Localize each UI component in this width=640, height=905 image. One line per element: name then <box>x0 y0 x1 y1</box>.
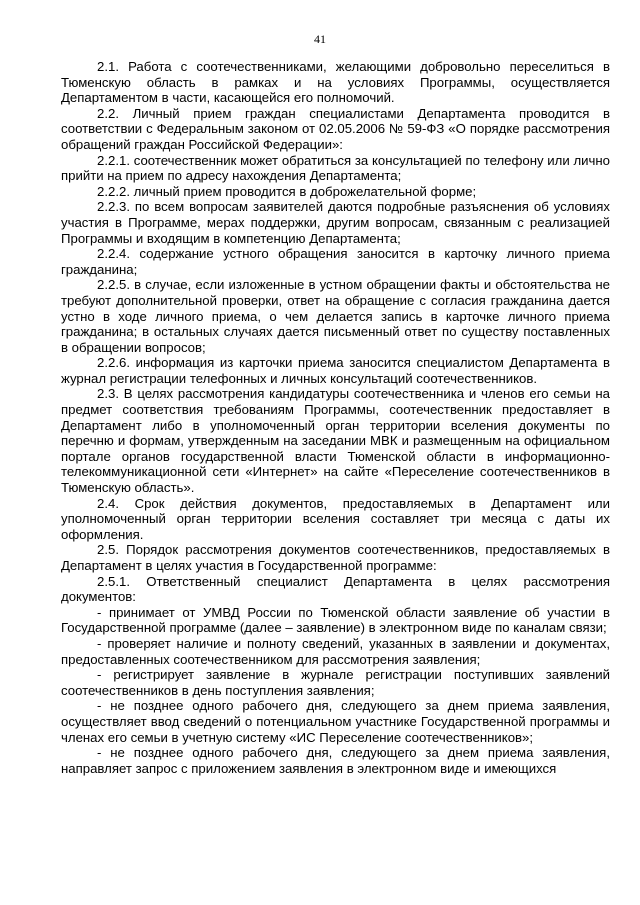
paragraph-2-2-3: 2.2.3. по всем вопросам заявителей даются подробные разъяснения об условиях участия в Программе, мерах поддержки, другим вопросам, связанным с реализацией Программы и входящим в компетенцию Департамента; <box>61 199 610 246</box>
paragraph-2-4: 2.4. Срок действия документов, предоставляемых в Департамент или уполномоченный орган территории вселения составляет три месяца с даты их оформления. <box>61 495 610 542</box>
paragraph-2-2-2: 2.2.2. личный прием проводится в доброжелательной форме; <box>97 183 477 199</box>
paragraph-2-3: 2.3. В целях рассмотрения кандидатуры соотечественника и членов его семьи на предмет соответствия требованиям Программы, соотечественник предоставляет в Департамент либо в уполномоченный орган территории вселения документы по перечню и формам, утвержденным на заседании МВК и размещенным на официальном портале органов государственной власти Тюменской области в информационно-телекоммуникационной сети «Интернет» на сайте «Переселение соотечественников в Тюменскую область». <box>61 386 610 496</box>
list-item-checks-completeness: - проверяет наличие и полноту сведений, указанных в заявлении и документах, предоставленных соотечественником для рассмотрения заявления; <box>61 635 610 667</box>
list-item-sends-request: - не позднее одного рабочего дня, следующего за днем приема заявления, направляет запрос с приложением заявления в электронном виде и имеющихся <box>61 745 610 776</box>
paragraph-2-5-1: 2.5.1. Ответственный специалист Департамента в целях рассмотрения документов: <box>61 573 610 605</box>
document-body <box>61 59 610 776</box>
paragraph-2-2-4: 2.2.4. содержание устного обращения заносится в карточку личного приема гражданина; <box>61 246 610 277</box>
list-item-accepts-application: - принимает от УМВД России по Тюменской области заявление об участии в Государственной программе (далее – заявление) в электронном виде по каналам связи; <box>61 604 610 636</box>
paragraph-2-2-1: 2.2.1. соотечественник может обратиться за консультацией по телефону или лично прийти на прием по адресу нахождения Департамента; <box>61 152 610 184</box>
paragraph-2-2-5: 2.2.5. в случае, если изложенные в устном обращении факты и обстоятельства не требуют дополнительной проверки, ответ на обращение с согласия гражданина дается устно в ходе личного приема, о чем делается запись в карточке личного приема гражданина; в остальных случаях дается письменный ответ по существу поставленных в обращении вопросов; <box>61 277 610 355</box>
paragraph-2-2-6: 2.2.6. информация из карточки приема заносится специалистом Департамента в журнал регистрации телефонных и личных консультаций соотечественников. <box>61 355 610 386</box>
paragraph-2-1: 2.1. Работа с соотечественниками, желающими добровольно переселиться в Тюменскую область в рамках и на условиях Программы, осуществляется Департаментом в части, касающейся его полномочий. <box>61 59 610 106</box>
paragraph-2-5: 2.5. Порядок рассмотрения документов соотечественников, предоставляемых в Департамент в целях участия в Государственной программе: <box>61 542 610 573</box>
list-item-enters-data: - не позднее одного рабочего дня, следующего за днем приема заявления, осуществляет ввод сведений о потенциальном участнике Государственной программы и членах его семьи в учетную систему «ИС Переселение соотечественников»; <box>61 698 610 745</box>
list-item-registers-application: - регистрирует заявление в журнале регистрации поступивших заявлений соотечественников в день поступления заявления; <box>61 667 610 698</box>
page-number: 41 <box>314 32 326 46</box>
paragraph-2-2: 2.2. Личный прием граждан специалистами Департамента проводится в соответствии с Федеральным законом от 02.05.2006 № 59-ФЗ «О порядке рассмотрения обращений граждан Российской Федерации»: <box>61 105 610 152</box>
